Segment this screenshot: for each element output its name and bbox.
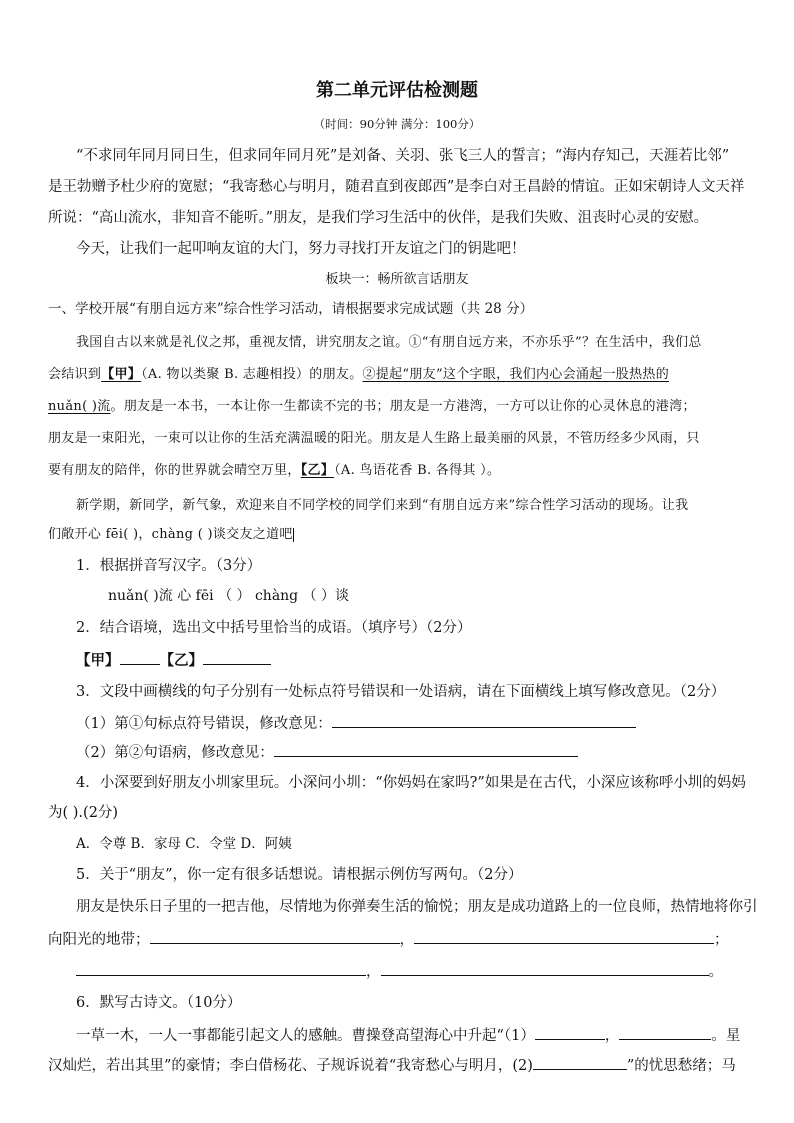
question-6-line-1	[76, 1025, 740, 1046]
underlined-sentence-2: ②提起“朋友”这个字眼，我们内心会涌起一股热热的	[362, 367, 670, 382]
underlined-sentence-2-end: nuǎn( )流	[48, 399, 111, 414]
passage-text: 。朋友是一本书，一本让你一生都读不完的书；朋友是一方港湾，一方可以让你的心灵休息的港湾；	[110, 399, 696, 414]
passage-line-6: 新学期，新同学，新气象，欢迎来自不同学校的同学们来到“有朋自远方来”综合性学习活动的现场。让我	[76, 498, 689, 513]
punct: 。	[708, 964, 723, 980]
answer-blank-yi[interactable]	[203, 650, 271, 665]
passage-text: （A. 鸟语花香 B. 各得其 ）。	[334, 463, 501, 478]
answer-blank-6-1b[interactable]	[619, 1025, 711, 1040]
answer-blank-3-1[interactable]	[332, 713, 636, 728]
label-yi: 【乙】	[159, 652, 203, 669]
question-4-options[interactable]: A．令尊 B．家母 C．令堂 D．阿姨	[76, 836, 292, 852]
intro-line-4: 今天，让我们一起叩响友谊的大门，努力寻找打开友谊之门的钥匙吧！	[76, 241, 526, 257]
answer-blank-5-2[interactable]	[414, 929, 714, 944]
passage-line-1	[76, 333, 702, 353]
question-main-heading: 一、学校开展“有朋自远方来”综合性学习活动，请根据要求完成试题（共 28 分）	[48, 301, 534, 317]
question-3: 3．文段中画横线的句子分别有一处标点符号错误和一处语病，请在下面横线上填写修改意见。（2分）	[76, 684, 726, 700]
passage-line-3	[48, 397, 696, 417]
intro-line-2: 是王勃赠予杜少府的宽慰；“我寄愁心与明月，随君直到夜郎西”是李白对王昌龄的情谊。正如宋朝诗人文天祥	[48, 179, 745, 195]
punct: ，	[366, 964, 381, 980]
exam-time-score: （时间：90分钟 满分：100分）	[313, 117, 481, 131]
question-2-answers	[76, 650, 271, 671]
question-6-text: 一草一木，一人一事都能引起文人的感触。曹操登高望海心中升起“（1）	[76, 1028, 535, 1044]
answer-blank-5-1[interactable]	[150, 929, 400, 944]
text-cursor	[293, 528, 294, 542]
punct: ，	[604, 1028, 620, 1044]
question-5-answer-line	[76, 961, 723, 982]
answer-blank-3-2[interactable]	[274, 742, 578, 757]
answer-blank-jia[interactable]	[120, 650, 160, 665]
question-6-line-2	[48, 1055, 736, 1076]
punct: ；	[714, 932, 729, 948]
passage-text: 会结识到	[48, 367, 102, 382]
question-4-cont: 为( ).(2分)	[48, 805, 119, 821]
passage-line-2	[48, 365, 669, 385]
passage-line-4: 朋友是一束阳光，一束可以让你的生活充满温暖的阳光。朋友是人生路上最美丽的风景，不管历经多少风雨，只	[48, 431, 700, 446]
question-6-text: 汉灿烂，若出其里”的豪情；李白借杨花、子规诉说着“我寄愁心与明月，(2)	[48, 1058, 533, 1074]
question-6-text: 。星	[711, 1028, 741, 1044]
question-3-2-label: （2）第②句语病，修改意见：	[76, 745, 274, 761]
blank-jia: 【甲】	[101, 367, 142, 382]
question-4: 4．小深要到好朋友小圳家里玩。小深问小圳：“你妈妈在家吗?”如果是在古代，小深应该称呼小圳的妈妈	[76, 775, 746, 791]
question-5-example-1: 朋友是快乐日子里的一把吉他，尽情地为你弹奏生活的愉悦；朋友是成功道路上的一位良师，热情地将你引	[76, 899, 758, 915]
passage-line-5	[48, 461, 500, 481]
answer-blank-5-4[interactable]	[381, 961, 709, 976]
passage-text: 我国自古以来就是礼仪之邦，重视友情，讲究朋友之谊。①“有朋自远方来，不亦乐乎”？在生活中，我们总	[76, 335, 702, 350]
punct: ，	[399, 932, 414, 948]
question-5: 5．关于“朋友”，你一定有很多话想说。请根据示例仿写两句。（2分）	[76, 867, 523, 883]
question-6-text: ”的忧思愁绪；马	[626, 1058, 736, 1074]
passage-text: （A. 物以类聚 B. 志趣相投）的朋友。	[141, 367, 363, 382]
intro-line-3: 所说：“高山流水，非知音不能听。”朋友，是我们学习生活中的伙伴，是我们失败、沮丧时心灵的安慰。	[48, 210, 709, 226]
blank-yi: 【乙】	[300, 463, 335, 478]
label-jia: 【甲】	[76, 652, 120, 669]
page-title: 第二单元评估检测题	[316, 80, 478, 101]
question-1: 1．根据拼音写汉字。（3分）	[76, 558, 262, 574]
question-3-2	[76, 742, 578, 763]
example-text: 向阳光的地带；	[48, 932, 150, 948]
passage-line-7	[48, 525, 294, 545]
answer-blank-6-1a[interactable]	[535, 1025, 605, 1040]
question-6: 6．默写古诗文。（10分）	[76, 995, 242, 1011]
section-heading: 板块一：畅所欲言话朋友	[325, 272, 469, 287]
intro-line-1: “不求同年同月同日生，但求同年同月死”是刘备、关羽、张飞三人的誓言；“海内存知己，天涯若比邻”	[76, 148, 730, 164]
question-5-example-2	[48, 929, 729, 950]
passage-text: 们敞开心 fēi( )，chàng ( )谈交友之道吧	[48, 527, 293, 542]
answer-blank-5-3[interactable]	[76, 961, 366, 976]
question-3-1	[76, 713, 636, 734]
question-3-1-label: （1）第①句标点符号错误，修改意见：	[76, 716, 332, 732]
question-1-items[interactable]: nuǎn( )流 心 fēi （ ） chàng （ ）谈	[108, 588, 350, 604]
passage-text: 要有朋友的陪伴，你的世界就会晴空万里，	[48, 463, 301, 478]
question-2: 2．结合语境，选出文中括号里恰当的成语。（填序号）（2分）	[76, 620, 472, 636]
answer-blank-6-2[interactable]	[533, 1055, 627, 1070]
